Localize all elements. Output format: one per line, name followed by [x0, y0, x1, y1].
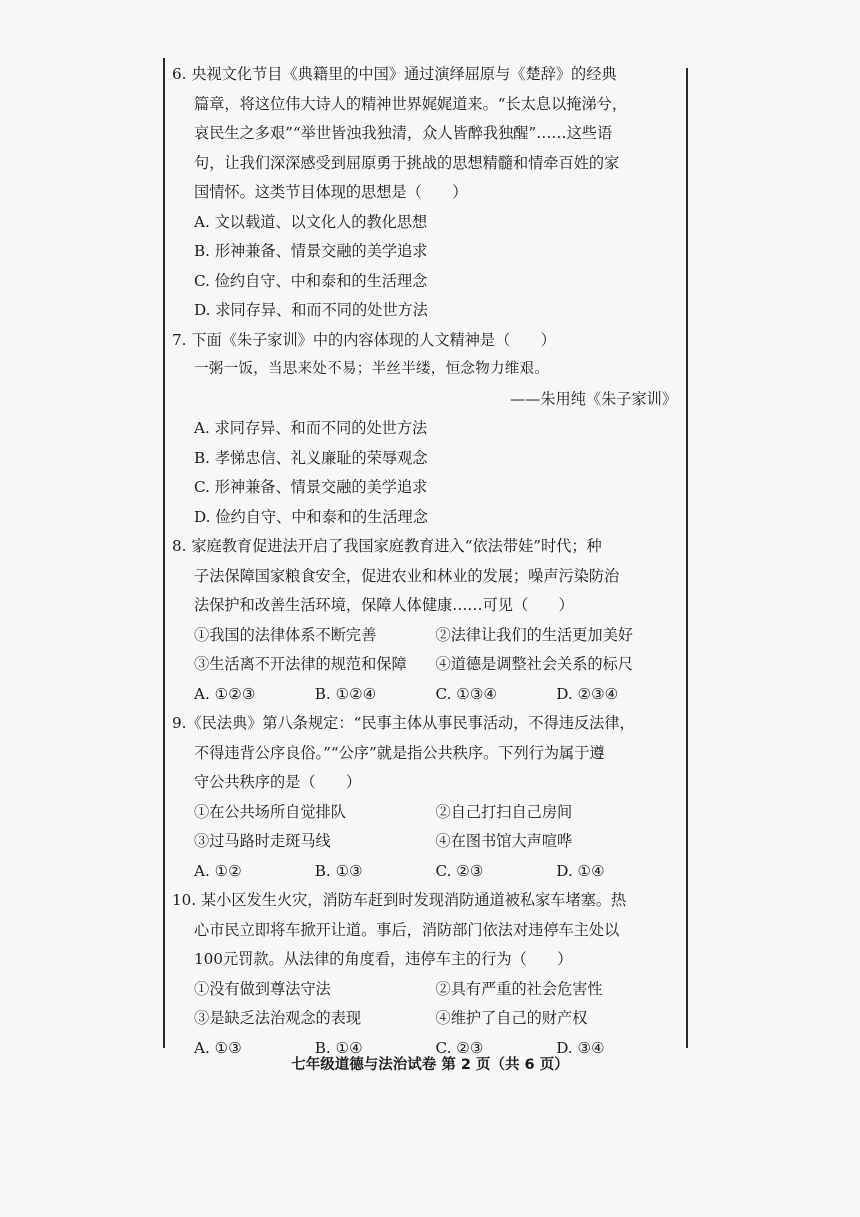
question-6-option-c: C. 俭约自守、中和泰和的生活理念: [194, 271, 428, 290]
question-10-choice-b: B. ①④: [314, 1038, 363, 1057]
question-6-line: 句，让我们深深感受到屈原勇于挑战的思想精髓和情牵百姓的家: [194, 153, 620, 172]
question-9-statements-row: [172, 798, 677, 828]
question-10-line: 10. 某小区发生火灾，消防车赶到时发现消防通道被私家车堵塞。热: [172, 891, 627, 909]
question-7-option-c: C. 形神兼备、情景交融的美学追求: [194, 478, 428, 496]
question-9-choice-d: D. ①④: [556, 861, 605, 880]
question-9-choice-b: B. ①③: [314, 861, 363, 880]
question-10-choice-d: D. ③④: [556, 1038, 605, 1057]
question-7-line: 7. 下面《朱子家训》中的内容体现的人文精神是（ ）: [172, 330, 556, 349]
question-8-line: 法保护和改善生活环境，保障人体健康……可见（ ）: [194, 596, 574, 614]
question-9-choice-c: C. ②③: [435, 861, 484, 880]
question-8: [172, 532, 677, 709]
question-9-statement: ①在公共场所自觉排队: [194, 802, 346, 821]
question-8-choice-a: A. ①②③: [194, 684, 256, 703]
question-8-statements-row: [172, 650, 677, 680]
question-10-line: 100元罚款。从法律的角度看，违停车主的行为（ ）: [194, 950, 573, 968]
question-7: [172, 326, 677, 533]
question-8-line: 子法保障国家粮食安全，促进农业和林业的发展；噪声污染防治: [194, 566, 620, 585]
question-7-option-a: A. 求同存异、和而不同的处世方法: [194, 419, 428, 437]
question-6-line: 篇章，将这位伟大诗人的精神世界娓娓道来。“长太息以掩涕兮，: [194, 94, 628, 113]
question-9-line: 9.《民法典》第八条规定：“民事主体从事民事活动，不得违反法律，: [172, 714, 635, 732]
question-10-statement: ④维护了自己的财产权: [435, 1009, 588, 1027]
question-9-choices: [172, 857, 677, 887]
question-7-option-b: B. 孝悌忠信、礼义廉耻的荣辱观念: [194, 448, 428, 467]
question-9-line: 守公共秩序的是（ ）: [194, 773, 362, 791]
question-8-choices: [172, 680, 677, 710]
question-8-statements-row: [172, 621, 677, 651]
question-8-statement: ②法律让我们的生活更加美好: [435, 625, 633, 644]
question-8-choice-b: B. ①②④: [314, 684, 377, 703]
question-10-statements-row: [172, 975, 677, 1005]
question-10-choice-c: C. ②③: [435, 1038, 484, 1057]
question-8-statement: ③生活离不开法律的规范和保障: [194, 655, 407, 673]
question-10-statement: ②具有严重的社会危害性: [435, 979, 603, 998]
question-8-choice-d: D. ②③④: [556, 684, 619, 703]
question-9-line: 不得违背公序良俗。”“公序”就是指公共秩序。下列行为属于遵: [194, 743, 605, 762]
left-border-rule: [163, 58, 165, 1048]
question-8-line: 8. 家庭教育促进法开启了我国家庭教育进入“依法带娃”时代；种: [172, 537, 602, 555]
question-7-quote: 一粥一饭，当思来处不易；半丝半缕，恒念物力维艰。: [194, 361, 550, 377]
question-9-statements-row: [172, 827, 677, 857]
question-10-statement: ③是缺乏法治观念的表现: [194, 1009, 362, 1027]
question-10-statements-row: [172, 1004, 677, 1034]
question-10-line: 心市民立即将车掀开让道。事后，消防部门依法对违停车主处以: [194, 920, 620, 939]
question-6-line: 国情怀。这类节目体现的思想是（ ）: [194, 183, 468, 201]
question-10: [172, 886, 677, 1063]
question-8-statement: ④道德是调整社会关系的标尺: [435, 655, 633, 673]
question-6-option-d: D. 求同存异、和而不同的处世方法: [194, 301, 428, 319]
question-9-choice-a: A. ①②: [194, 861, 242, 880]
question-6: [172, 60, 677, 326]
right-border-rule: [686, 68, 688, 1048]
page-footer: 七年级道德与法治试卷 第 2 页（共 6 页）: [291, 1057, 569, 1073]
question-10-statement: ①没有做到尊法守法: [194, 979, 331, 998]
question-6-line: 6. 央视文化节目《典籍里的中国》通过演绎屈原与《楚辞》的经典: [172, 65, 617, 83]
question-7-option-d: D. 俭约自守、中和泰和的生活理念: [194, 507, 428, 526]
question-6-option-b: B. 形神兼备、情景交融的美学追求: [194, 242, 428, 260]
question-6-option-a: A. 文以载道、以文化人的教化思想: [194, 212, 428, 231]
question-8-choice-c: C. ①③④: [435, 684, 498, 703]
question-7-quote-source: ——朱用纯《朱子家训》: [509, 389, 677, 408]
question-9-statement: ②自己打扫自己房间: [435, 802, 573, 821]
question-9-statement: ③过马路时走斑马线: [194, 832, 331, 850]
question-9-statement: ④在图书馆大声喧哗: [435, 832, 573, 850]
question-8-statement: ①我国的法律体系不断完善: [194, 625, 377, 644]
question-10-choice-a: A. ①③: [194, 1038, 242, 1057]
question-9: [172, 709, 677, 886]
question-6-line: 哀民生之多艰”“举世皆浊我独清，众人皆醉我独醒”……这些语: [194, 124, 613, 142]
questions-area: [172, 60, 677, 1063]
